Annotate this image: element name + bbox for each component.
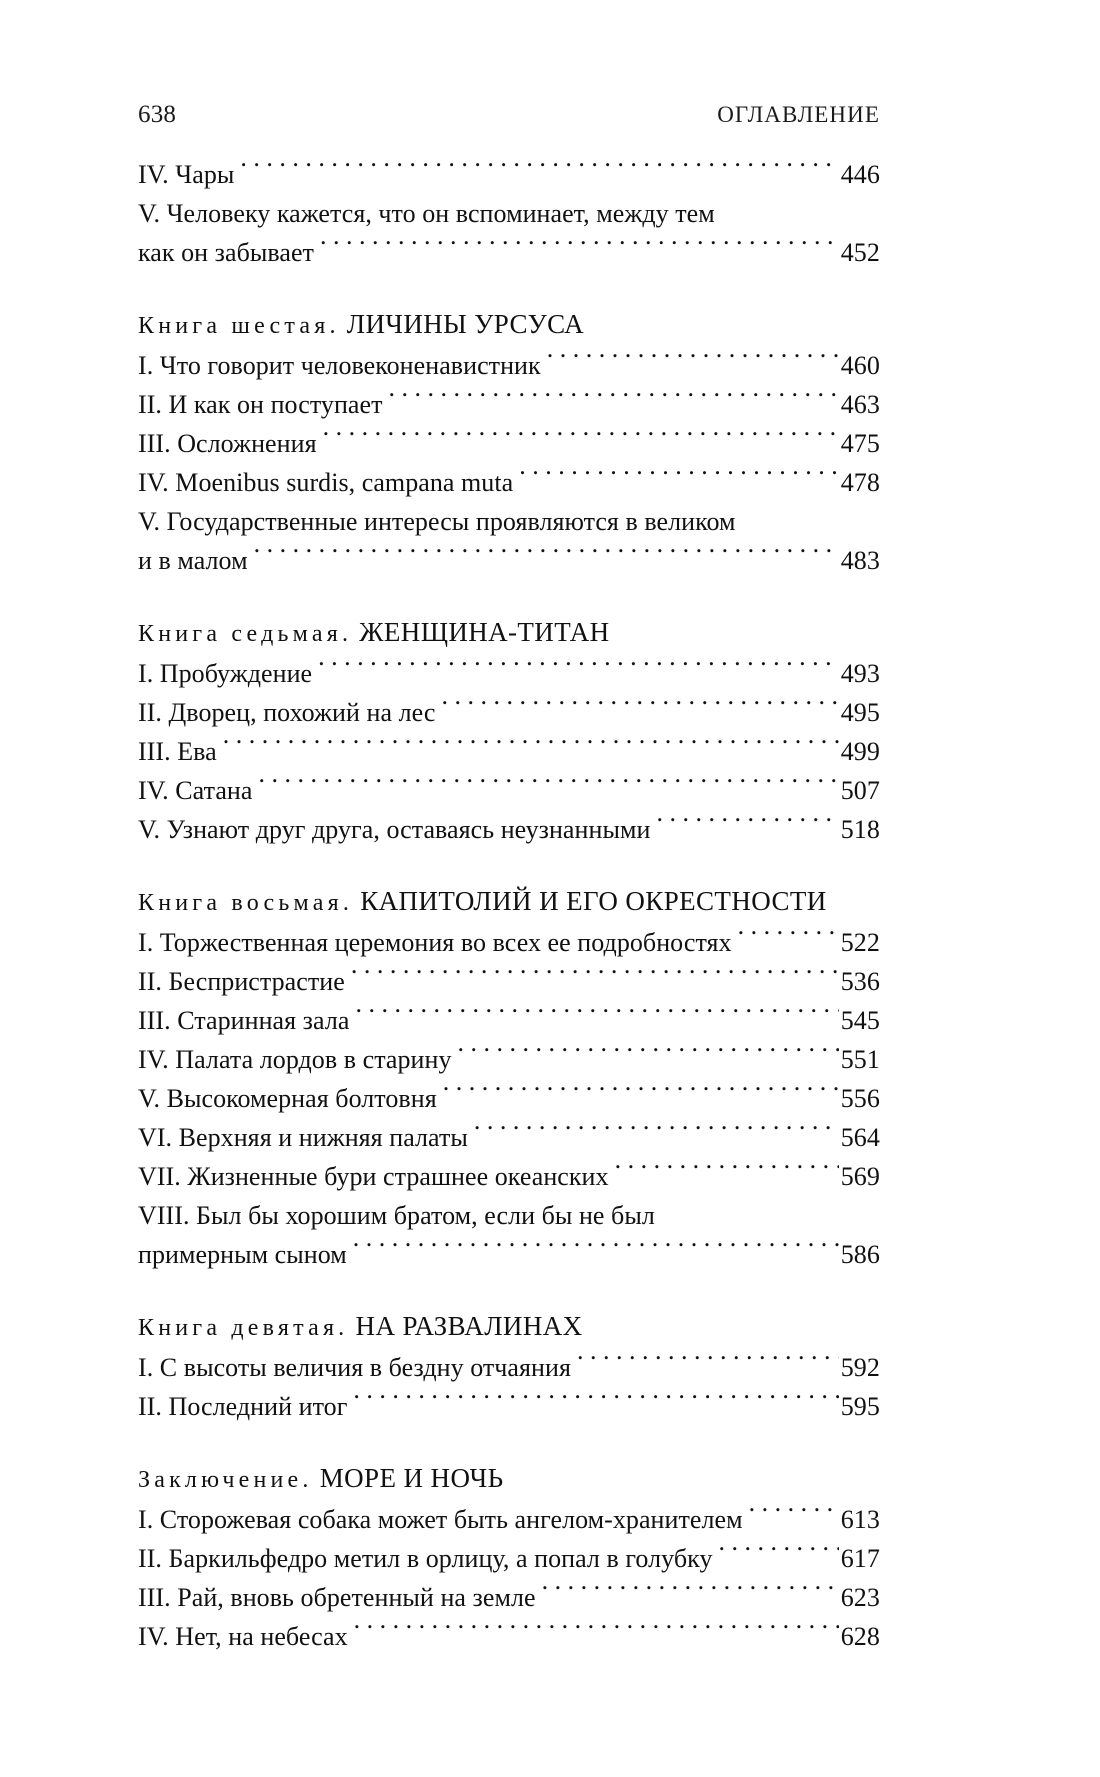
toc-entry[interactable]: [138, 541, 880, 580]
toc-entry-page-number: 623: [840, 1583, 880, 1612]
toc-entry-page-number: 522: [840, 928, 880, 957]
running-head-title: ОГЛАВЛЕНИЕ: [717, 102, 880, 127]
toc-dot-leader: [258, 773, 838, 799]
toc-entry-label: I. Торжественная церемония во всех ее подробностях: [138, 928, 732, 957]
toc-entry-label: II. Последний итог: [138, 1392, 348, 1421]
toc-entry-page-number: 452: [840, 238, 880, 267]
toc-entry-page-number: 518: [840, 815, 880, 844]
toc-entry-label: IV. Чары: [138, 160, 235, 189]
toc-entry[interactable]: [138, 1079, 880, 1118]
toc-dot-leader: [323, 426, 839, 452]
toc-entry-label: V. Государственные интересы проявляются в великом: [138, 507, 736, 536]
toc-group: [138, 155, 880, 272]
toc-dot-leader: [519, 465, 838, 491]
toc-group: [138, 1307, 880, 1426]
toc-entry-page-number: 551: [840, 1045, 880, 1074]
toc-entry[interactable]: [138, 1118, 880, 1157]
toc-dot-leader: [441, 695, 838, 721]
toc-entry[interactable]: [138, 810, 880, 849]
book-heading: [138, 613, 880, 654]
toc-entry-page-number: 586: [840, 1240, 880, 1269]
toc-entry-label: I. Пробуждение: [138, 659, 313, 688]
toc-entry[interactable]: [138, 385, 880, 424]
toc-entry[interactable]: [138, 1157, 880, 1196]
toc-entry[interactable]: [138, 1539, 880, 1578]
toc-entry-label: и в малом: [138, 546, 248, 575]
toc-entry[interactable]: [138, 771, 880, 810]
toc-entry-page-number: 460: [840, 351, 880, 380]
toc-entry-label: как он забывает: [138, 238, 314, 267]
toc-dot-leader: [474, 1120, 839, 1146]
toc-dot-leader: [719, 1541, 839, 1567]
toc-entry-label: II. И как он поступает: [138, 390, 383, 419]
toc-entry-label: II. Баркильфедро метил в орлицу, а попал в голубку: [138, 1544, 713, 1573]
toc-dot-leader: [547, 348, 839, 374]
toc-entry[interactable]: [138, 1001, 880, 1040]
toc-dot-leader: [351, 964, 839, 990]
toc-group: [138, 305, 880, 580]
toc-dot-leader: [353, 1389, 838, 1415]
toc-entry-label: VII. Жизненные бури страшнее океанских: [138, 1162, 609, 1191]
toc-entry-page-number: 495: [840, 698, 880, 727]
toc-dot-leader: [223, 734, 839, 760]
book-heading: [138, 305, 880, 346]
toc-dot-leader: [320, 235, 839, 261]
toc-dot-leader: [240, 157, 838, 183]
toc-entry-label: II. Беспристрастие: [138, 967, 345, 996]
toc-entry[interactable]: [138, 233, 880, 272]
toc-entry-page-number: 483: [840, 546, 880, 575]
book-heading-title: КАПИТОЛИЙ И ЕГО ОКРЕСТНОСТИ: [353, 886, 827, 916]
toc-entry[interactable]: [138, 1578, 880, 1617]
toc-entry-page-number: 536: [840, 967, 880, 996]
toc-entry-page-number: 545: [840, 1006, 880, 1035]
toc-dot-leader: [318, 656, 839, 682]
toc-dot-leader: [353, 1237, 839, 1263]
book-heading-kind: Книга шестая.: [138, 313, 340, 339]
toc-entry[interactable]: [138, 732, 880, 771]
toc-dot-leader: [738, 925, 839, 951]
toc-entry-page-number: 556: [840, 1084, 880, 1113]
toc-entry-label: III. Осложнения: [138, 429, 317, 458]
toc-entry-page-number: 564: [840, 1123, 880, 1152]
page-folio: 638: [138, 101, 177, 128]
toc-dot-leader: [354, 1619, 839, 1645]
toc-entry-label: III. Рай, вновь обретенный на земле: [138, 1583, 536, 1612]
toc-entry[interactable]: [138, 463, 880, 502]
toc-entry[interactable]: [138, 693, 880, 732]
toc-dot-leader: [443, 1081, 839, 1107]
toc-entry[interactable]: [138, 155, 880, 194]
toc-entry-page-number: 592: [840, 1353, 880, 1382]
toc-dot-leader: [254, 543, 839, 569]
toc-entry-page-number: 617: [840, 1544, 880, 1573]
toc-dot-leader: [615, 1159, 839, 1185]
toc-group: [138, 882, 880, 1274]
toc-entry[interactable]: [138, 1040, 880, 1079]
book-heading-title: НА РАЗВАЛИНАХ: [348, 1311, 583, 1341]
toc-entry[interactable]: [138, 1387, 880, 1426]
toc-entry[interactable]: [138, 962, 880, 1001]
toc-entry-label: IV. Палата лордов в старину: [138, 1045, 452, 1074]
toc-entry-page-number: 613: [840, 1505, 880, 1534]
book-heading: [138, 882, 880, 923]
toc-group: [138, 613, 880, 849]
toc-entry-label: VIII. Был бы хорошим братом, если бы не был: [138, 1201, 655, 1230]
toc-entry-page-number: 569: [840, 1162, 880, 1191]
toc-dot-leader: [542, 1580, 839, 1606]
toc-dot-leader: [749, 1502, 839, 1528]
toc-entry-page-number: 463: [840, 390, 880, 419]
toc-entry-page-number: 507: [840, 776, 880, 805]
toc-dot-leader: [577, 1350, 839, 1376]
book-heading-title: ЖЕНЩИНА-ТИТАН: [352, 617, 610, 647]
book-heading-kind: Книга девятая.: [138, 1315, 349, 1341]
toc-entry-page-number: 493: [840, 659, 880, 688]
toc-entry-label: I. Сторожевая собака может быть ангелом-хранителем: [138, 1505, 743, 1534]
toc-entry-label: IV. Moenibus surdis, campana muta: [138, 468, 514, 497]
toc-entry-label: IV. Сатана: [138, 776, 253, 805]
toc-entry-page-number: 499: [840, 737, 880, 766]
toc-entry-page-number: 475: [840, 429, 880, 458]
toc-entry-page-number: 595: [840, 1392, 880, 1421]
book-heading-kind: Книга восьмая.: [138, 890, 354, 916]
toc-entry[interactable]: [138, 194, 880, 233]
toc-entry-label: III. Старинная зала: [138, 1006, 350, 1035]
book-heading-kind: Заключение.: [138, 1467, 313, 1493]
toc-entry-label: II. Дворец, похожий на лес: [138, 698, 436, 727]
toc-entry[interactable]: [138, 1196, 880, 1235]
toc-entry-label: I. Что говорит человеконенавистник: [138, 351, 541, 380]
toc-entry-page-number: 478: [840, 468, 880, 497]
toc-dot-leader: [355, 1003, 838, 1029]
toc-dot-leader: [656, 812, 838, 838]
book-heading: [138, 1459, 880, 1500]
toc-entry-page-number: 446: [840, 160, 880, 189]
book-heading-title: ЛИЧИНЫ УРСУСА: [339, 309, 585, 339]
table-of-contents: [138, 155, 880, 1656]
toc-entry[interactable]: [138, 1500, 880, 1539]
book-heading-kind: Книга седьмая.: [138, 621, 353, 647]
toc-entry-label: VI. Верхняя и нижняя палаты: [138, 1123, 468, 1152]
toc-entry-label: III. Ева: [138, 737, 217, 766]
toc-entry[interactable]: [138, 424, 880, 463]
toc-dot-leader: [458, 1042, 839, 1068]
toc-entry[interactable]: [138, 654, 880, 693]
toc-entry[interactable]: [138, 923, 880, 962]
toc-group: [138, 1459, 880, 1656]
book-heading-title: МОРЕ И НОЧЬ: [312, 1463, 504, 1493]
toc-entry[interactable]: [138, 346, 880, 385]
toc-entry-label: V. Узнают друг друга, оставаясь неузнанными: [138, 815, 651, 844]
toc-entry[interactable]: [138, 1617, 880, 1656]
toc-entry-label: V. Человеку кажется, что он вспоминает, между тем: [138, 199, 715, 228]
running-head: [138, 100, 880, 130]
toc-entry-label: IV. Нет, на небесах: [138, 1622, 348, 1651]
toc-entry[interactable]: [138, 1235, 880, 1274]
book-heading: [138, 1307, 880, 1348]
toc-entry-label: V. Высокомерная болтовня: [138, 1084, 437, 1113]
toc-entry-label: I. С высоты величия в бездну отчаяния: [138, 1353, 571, 1382]
toc-entry[interactable]: [138, 502, 880, 541]
toc-entry-page-number: 628: [840, 1622, 880, 1651]
toc-entry[interactable]: [138, 1348, 880, 1387]
toc-entry-label: примерным сыном: [138, 1240, 347, 1269]
toc-dot-leader: [389, 387, 839, 413]
